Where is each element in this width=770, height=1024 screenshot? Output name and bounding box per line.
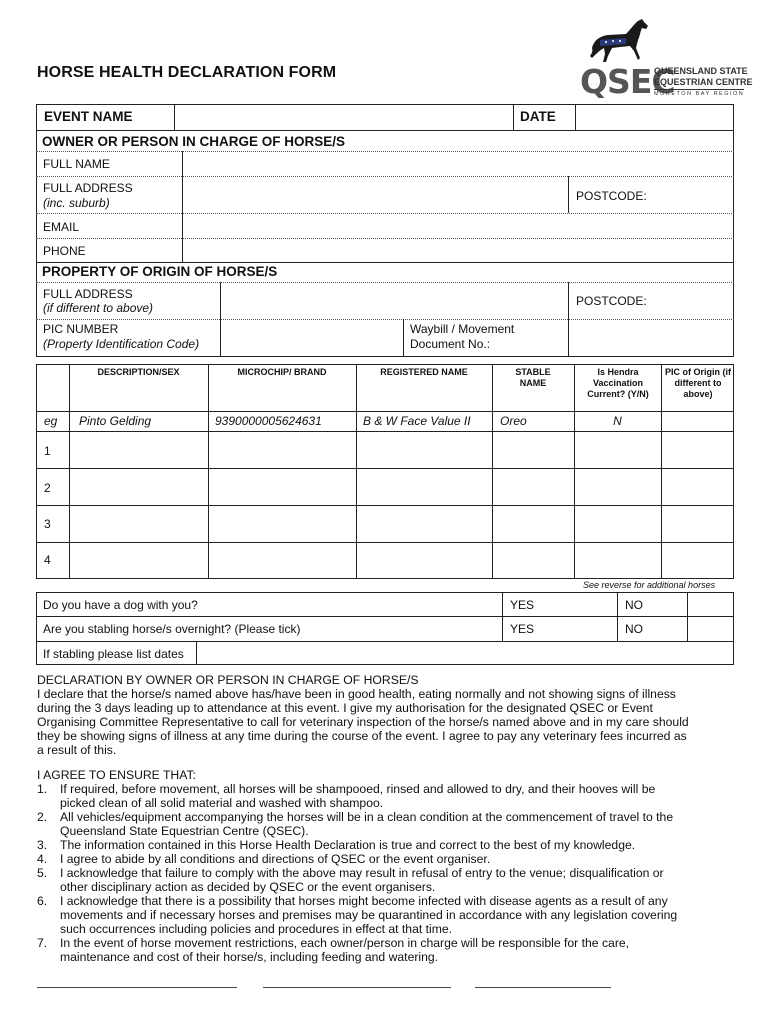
list-item-line: other disciplinary action as decided by QSEC or the event organisers. — [60, 880, 436, 894]
list-item-line: If required, before movement, all horses will be shampooed, rinsed and allowed to dry, and their hooves will be — [60, 782, 656, 796]
waybill-label-2: Document No.: — [410, 337, 491, 351]
date-label: DATE — [520, 109, 556, 124]
list-item — [37, 838, 737, 852]
declaration-text-line: I declare that the horse/s named above has/have been in good health, eating normally and not showing signs of illness — [37, 687, 676, 701]
col-hendra: Is Hendra Vaccination Current? (Y/N) — [587, 367, 649, 399]
page-title: HORSE HEALTH DECLARATION FORM — [37, 64, 337, 81]
list-item-line: All vehicles/equipment accompanying the horses will be in a clean condition at the commencement of travel to the — [60, 810, 674, 824]
list-item-line: Queensland State Equestrian Centre (QSEC). — [60, 824, 309, 838]
phone-field[interactable] — [183, 239, 733, 262]
pic-number-note: (Property Identification Code) — [43, 337, 200, 351]
list-number: 7. — [37, 936, 48, 950]
overnight-yes-box[interactable] — [560, 617, 617, 640]
list-item-line: such occurrences including policies and procedures in effect at that time. — [60, 922, 453, 936]
qsec-logo — [578, 18, 753, 101]
horse-row-2-fields[interactable] — [70, 469, 733, 505]
col-microchip: MICROCHIP/ BRAND — [237, 367, 327, 377]
dog-no-box[interactable] — [688, 593, 733, 615]
waybill-field[interactable] — [569, 320, 733, 356]
horse-row-3-fields[interactable] — [70, 506, 733, 542]
postcode-label[interactable]: POSTCODE: — [576, 189, 647, 203]
declaration-text-line: they be showing signs of illness at any time during the course of the event. I agree to pay any veterinary fees incurred as — [37, 729, 687, 743]
list-item-line: In the event of horse movement restrictions, each owner/person in charge will be responsible for the care, — [60, 936, 630, 950]
list-number: 2. — [37, 810, 48, 824]
reverse-note: See reverse for additional horses — [583, 580, 716, 590]
property-postcode-label[interactable]: POSTCODE: — [576, 294, 647, 308]
col-description: DESCRIPTION/SEX — [97, 367, 180, 377]
full-address-field[interactable] — [183, 177, 568, 213]
event-name-field[interactable] — [175, 105, 513, 130]
list-number: 3. — [37, 838, 48, 852]
dog-yes-label: YES — [510, 598, 535, 612]
event-name-label: EVENT NAME — [44, 109, 133, 124]
table-row: 2 — [44, 481, 51, 495]
table-row: 3 — [44, 517, 51, 531]
agree-list — [37, 782, 737, 964]
list-item-line: The information contained in this Horse Health Declaration is true and correct to the best of my knowledge. — [60, 838, 636, 852]
phone-label: PHONE — [43, 244, 86, 258]
declaration-text-line: Organising Committee Representative to call for veterinary inspection of the horse/s named above and in my care should — [37, 715, 689, 729]
list-item — [37, 810, 737, 838]
overnight-no-box[interactable] — [688, 617, 733, 640]
email-field[interactable] — [183, 214, 733, 238]
full-name-field[interactable] — [183, 152, 733, 176]
date-field[interactable] — [576, 105, 733, 130]
list-item-line: maintenance and cost of their horse/s, including feeding and watering. — [60, 950, 439, 964]
logo-wordmark: QSEC — [580, 62, 675, 101]
table-row: 1 — [44, 444, 51, 458]
signature-line-date[interactable] — [475, 987, 611, 988]
overnight-question: Are you stabling horse/s overnight? (Please tick) — [43, 622, 301, 636]
col-pic-origin: PIC of Origin (if different to above) — [665, 367, 731, 399]
example-hendra: N — [613, 414, 622, 428]
col-stable-name: STABLE NAME — [515, 367, 551, 388]
overnight-yes-label: YES — [510, 622, 535, 636]
horse-icon — [586, 18, 656, 66]
example-label: eg — [44, 414, 58, 428]
pic-number-field[interactable] — [221, 320, 403, 356]
table-row: 4 — [44, 553, 51, 567]
property-address-note: (if different to above) — [43, 301, 154, 315]
list-number: 6. — [37, 894, 48, 908]
list-item — [37, 936, 737, 964]
signature-line-name[interactable] — [37, 987, 237, 988]
example-registered: B & W Face Value II — [363, 414, 471, 428]
full-name-label: FULL NAME — [43, 157, 110, 171]
list-item — [37, 852, 737, 866]
list-number: 1. — [37, 782, 48, 796]
owner-heading: OWNER OR PERSON IN CHARGE OF HORSE/S — [42, 134, 346, 149]
declaration-text-line: a result of this. — [37, 743, 117, 757]
pic-number-label: PIC NUMBER — [43, 322, 119, 336]
property-address-field[interactable] — [221, 283, 568, 319]
stabling-dates-field[interactable] — [197, 642, 733, 664]
list-item — [37, 782, 737, 810]
declaration-heading: DECLARATION BY OWNER OR PERSON IN CHARGE OF HORSE/S — [37, 673, 419, 687]
list-item-line: movements and if necessary horses and premises may be quarantined in accordance with any legislation covering — [60, 908, 678, 922]
list-item — [37, 894, 737, 936]
full-address-label: FULL ADDRESS — [43, 181, 133, 195]
dog-no-label: NO — [625, 598, 643, 612]
list-item-line: I agree to abide by all conditions and directions of QSEC or the event organiser. — [60, 852, 491, 866]
horse-row-4-fields[interactable] — [70, 543, 733, 578]
overnight-no-label: NO — [625, 622, 643, 636]
list-item-line: I acknowledge that failure to comply with the above may result in refusal of entry to the venue; disqualification or — [60, 866, 664, 880]
logo-line-2: EQUESTRIAN CENTRE — [654, 77, 753, 87]
stabling-dates-label: If stabling please list dates — [43, 647, 184, 661]
logo-line-1: QUEENSLAND STATE — [654, 66, 748, 76]
logo-line-3: MORETON BAY REGION — [654, 91, 745, 97]
list-number: 4. — [37, 852, 48, 866]
example-microchip: 9390000005624631 — [215, 414, 322, 428]
dog-yes-box[interactable] — [560, 593, 617, 615]
col-registered-name: REGISTERED NAME — [380, 367, 468, 377]
email-label: EMAIL — [43, 220, 80, 234]
agree-heading: I AGREE TO ENSURE THAT: — [37, 768, 196, 782]
property-address-label: FULL ADDRESS — [43, 287, 133, 301]
list-number: 5. — [37, 866, 48, 880]
waybill-label-1: Waybill / Movement — [410, 322, 515, 336]
full-address-note: (inc. suburb) — [43, 196, 110, 210]
signature-line-signature[interactable] — [263, 987, 451, 988]
property-heading: PROPERTY OF ORIGIN OF HORSE/S — [42, 264, 278, 279]
example-stable: Oreo — [500, 414, 527, 428]
horse-row-1-fields[interactable] — [70, 432, 733, 468]
dog-question: Do you have a dog with you? — [43, 598, 198, 612]
list-item — [37, 866, 737, 894]
example-description: Pinto Gelding — [79, 414, 152, 428]
list-item-line: I acknowledge that there is a possibility that horses might become infected with disease agents as a result of any — [60, 894, 668, 908]
declaration-text-line: during the 3 days leading up to attendance at this event. I give my authorisation for the designated QSEC or Event — [37, 701, 653, 715]
list-item-line: picked clean of all solid material and washed with shampoo. — [60, 796, 384, 810]
